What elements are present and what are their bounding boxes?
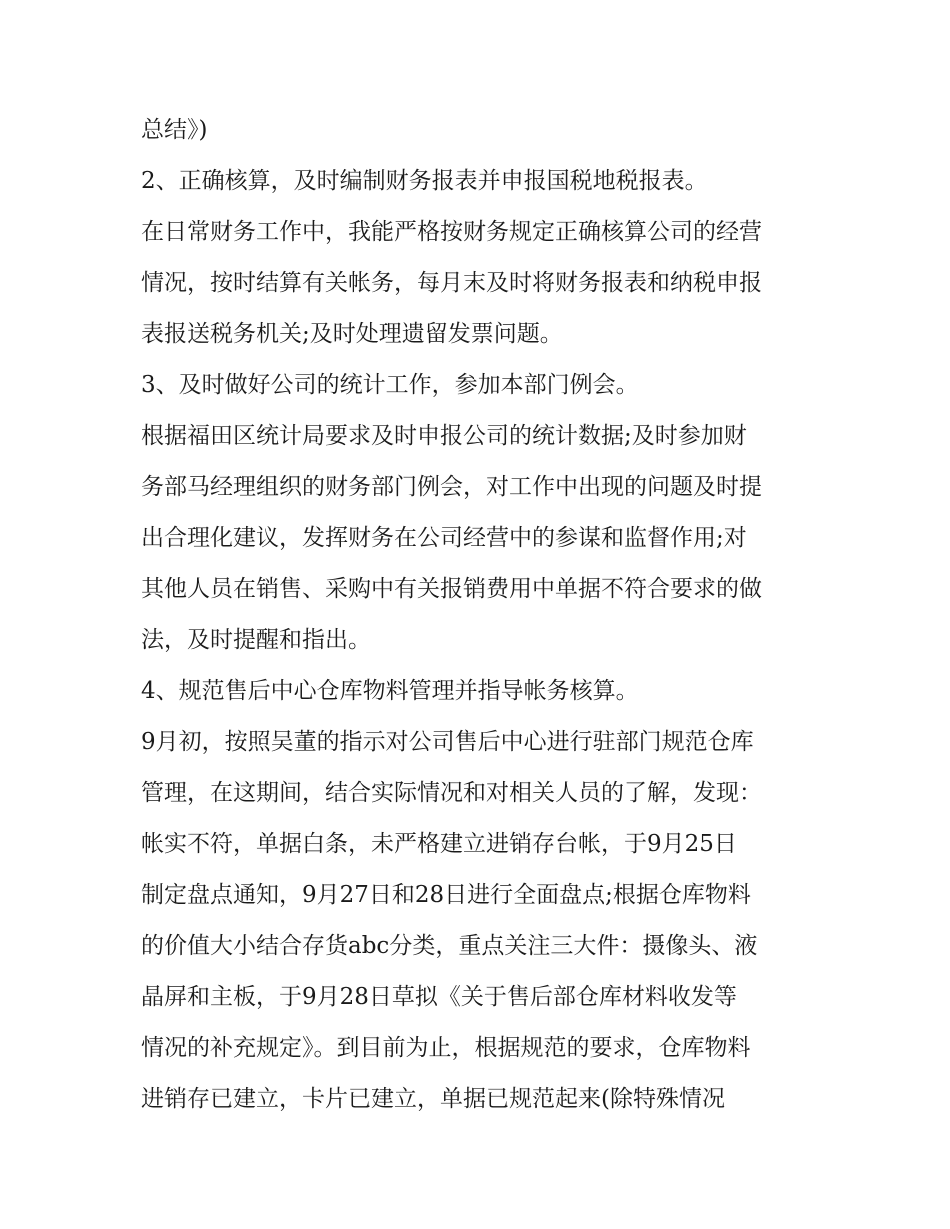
section-heading-3: 3、及时做好公司的统计工作，参加本部门例会。: [141, 372, 639, 398]
text-line: 管理，在这期间，结合实际情况和对相关人员的了解，发现：: [141, 780, 762, 806]
text-line: 在日常财务工作中，我能严格按财务规定正确核算公司的经营: [141, 219, 762, 245]
section-heading-2: 2、正确核算，及时编制财务报表并申报国税地税报表。: [141, 168, 708, 194]
text-line: 表报送税务机关;及时处理遗留发票问题。: [141, 321, 563, 347]
text-line: 的价值大小结合存货abc分类，重点关注三大件：摄像头、液: [141, 933, 758, 959]
text-line: 务部马经理组织的财务部门例会，对工作中出现的问题及时提: [141, 474, 762, 500]
text-line: 9月初，按照吴董的指示对公司售后中心进行驻部门规范仓库: [141, 729, 754, 755]
text-line: 总结》): [141, 117, 208, 143]
text-line: 晶屏和主板，于9月28日草拟《关于售后部仓库材料收发等: [141, 984, 737, 1010]
text-line: 法，及时提醒和指出。: [141, 627, 371, 653]
text-line: 出合理化建议，发挥财务在公司经营中的参谋和监督作用;对: [141, 525, 747, 551]
text-line: 情况的补充规定》。到目前为止，根据规范的要求，仓库物料: [141, 1035, 751, 1061]
section-heading-4: 4、规范售后中心仓库物料管理并指导帐务核算。: [141, 678, 639, 704]
text-line: 帐实不符，单据白条，未严格建立进销存台帐，于9月25日: [141, 831, 737, 857]
text-line: 情况，按时结算有关帐务，每月末及时将财务报表和纳税申报: [141, 270, 762, 296]
text-line: 制定盘点通知，9月27日和28日进行全面盘点;根据仓库物料: [141, 882, 751, 908]
text-line: 进销存已建立，卡片已建立，单据已规范起来(除特殊情况: [141, 1086, 725, 1112]
text-line: 其他人员在销售、采购中有关报销费用中单据不符合要求的做: [141, 576, 762, 602]
text-line: 根据福田区统计局要求及时申报公司的统计数据;及时参加财: [141, 423, 747, 449]
